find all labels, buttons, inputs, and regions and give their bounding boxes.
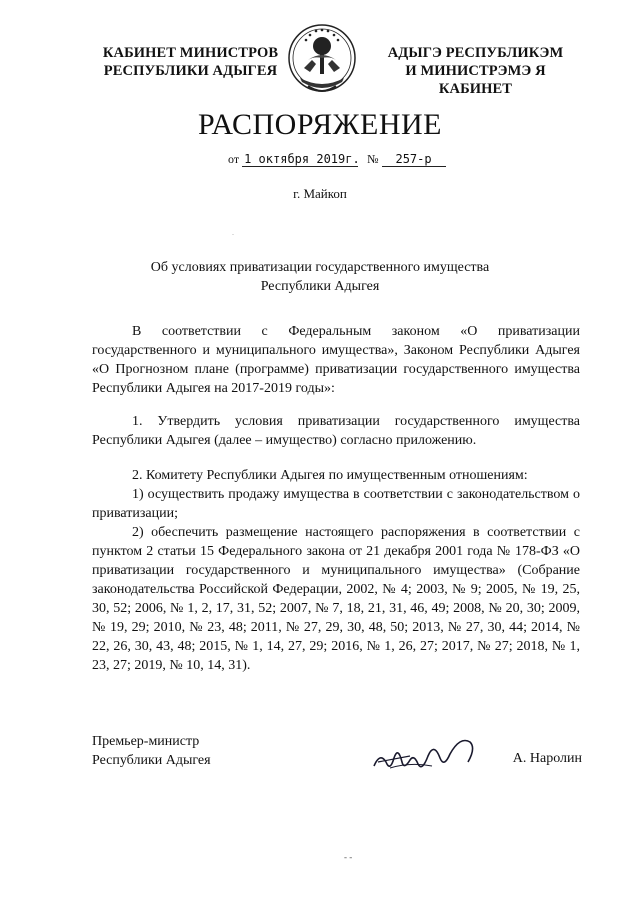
preamble-text: В соответствии с Федеральным законом «О приватизации государственного и муниципального имущества», Законом Республики Адыгея «О Прогнозном плане (программе) приватизации государственного имущества Республики Адыгея на 2017-2019 годы»: xyxy=(92,324,580,396)
item-2-2-text: 2) обеспечить размещение настоящего распоряжения в соответствии с пунктом 2 статьи 15 Федерального закона от 21 декабря 2001 года № 178-ФЗ «О приватизации государственного и муниципального имущества» (Собрание законодательства Российской Федерации, 2002, № 4; 2003, № 9; 2005, № 19, 25, 30, 52; 2006, № 1, 2, 17, 31, 52; 2007, № 7, 18, 21, 31, 46, 49; 2008, № 20, 30; 2009, № 19, 29; 2010, № 23, 48; 2011, № 27, 29, 30, 48, 50; 2013, № 27, 30, 44; 2014, № 22, 26, 30, 43, 48; 2015, № 1, 14, 27, 29; 2016, № 1, 26, 27; 2017, № 27; 2018, № 1, 23, 27; 2019, № 10, 14, 31). xyxy=(92,525,580,673)
header-right xyxy=(368,44,583,98)
subject-line2: Республики Адыгея xyxy=(260,279,380,294)
header-left-line2: РЕСПУБЛИКИ АДЫГЕЯ xyxy=(103,63,278,79)
position-line2: Республики Адыгея xyxy=(92,753,211,768)
header-left xyxy=(98,44,283,80)
header-right-line1: АДЫГЭ РЕСПУБЛИКЭМ xyxy=(387,45,564,61)
date-prefix: от xyxy=(228,152,240,166)
number-value: 257-р xyxy=(382,152,446,167)
signature-block xyxy=(92,732,582,782)
date-number-line xyxy=(228,152,446,167)
item-1-text: 1. Утвердить условия приватизации государственного имущества Республики Адыгея (далее – имущество) согласно приложению. xyxy=(92,414,580,448)
signatory-name: А. Наролин xyxy=(512,751,582,766)
number-prefix: № xyxy=(367,152,379,166)
item-2 xyxy=(92,466,580,675)
signatory-position xyxy=(92,732,211,770)
subject-line1: Об условиях приватизации государственного имущества xyxy=(150,260,490,275)
item-2-1-text: 1) осуществить продажу имущества в соответствии с законодательством о приватизации; xyxy=(92,487,580,521)
date-value: 1 октября 2019г. xyxy=(244,152,360,166)
document-title: РАСПОРЯЖЕНИЕ xyxy=(197,108,443,141)
item-2-text: 2. Комитету Республики Адыгея по имущественным отношениям: xyxy=(132,468,528,483)
header-left-line1: КАБИНЕТ МИНИСТРОВ xyxy=(102,45,279,61)
header-right-line2: И МИНИСТРЭМЭ Я КАБИНЕТ xyxy=(405,63,546,97)
preamble xyxy=(92,322,580,398)
coat-of-arms-icon xyxy=(286,20,358,100)
subject xyxy=(0,258,640,296)
scan-speck: . xyxy=(232,228,234,237)
item-1 xyxy=(92,412,580,450)
scan-marks: - - xyxy=(344,852,353,862)
city: г. Майкоп xyxy=(293,186,347,201)
handwritten-signature xyxy=(370,732,480,780)
position-line1: Премьер-министр xyxy=(92,734,200,749)
